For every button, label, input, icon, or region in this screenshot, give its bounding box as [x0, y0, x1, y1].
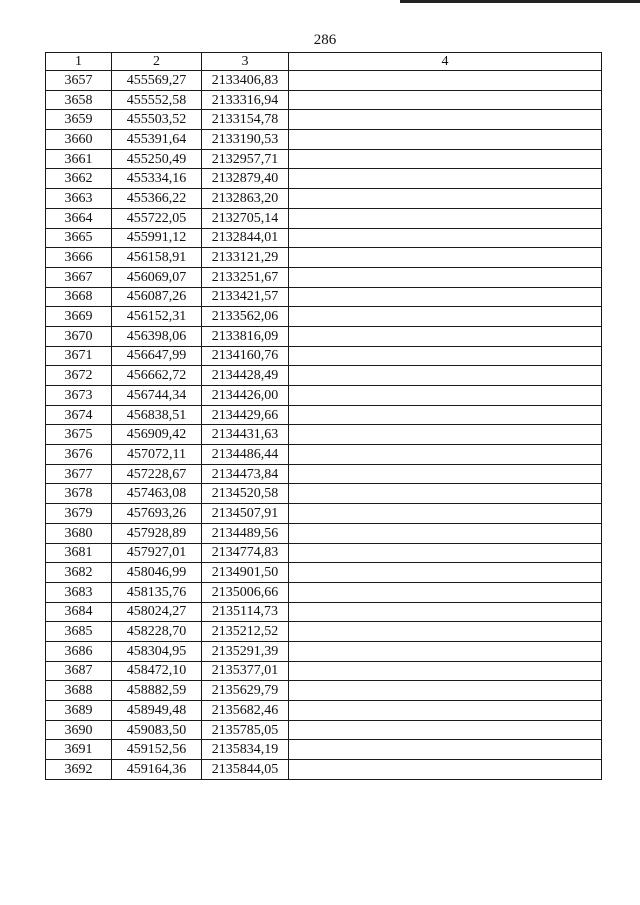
cell-y: 2133190,53 [202, 130, 289, 150]
cell-notes [289, 425, 602, 445]
table-row [46, 523, 602, 543]
cell-x: 456152,31 [112, 307, 202, 327]
cell-x: 455991,12 [112, 228, 202, 248]
table-row [46, 71, 602, 91]
cell-notes [289, 464, 602, 484]
table-row [46, 189, 602, 209]
coordinates-table [45, 52, 602, 780]
cell-x: 455569,27 [112, 71, 202, 91]
cell-notes [289, 641, 602, 661]
cell-point-number: 3691 [46, 740, 112, 760]
cell-y: 2133562,06 [202, 307, 289, 327]
cell-point-number: 3667 [46, 267, 112, 287]
header-cell-point-number: 1 [46, 53, 112, 71]
table-row [46, 641, 602, 661]
cell-x: 458024,27 [112, 602, 202, 622]
cell-y: 2134473,84 [202, 464, 289, 484]
table-row [46, 563, 602, 583]
cell-notes [289, 681, 602, 701]
cell-y: 2132844,01 [202, 228, 289, 248]
cell-y: 2133251,67 [202, 267, 289, 287]
table-row [46, 720, 602, 740]
cell-notes [289, 523, 602, 543]
cell-y: 2132705,14 [202, 208, 289, 228]
cell-point-number: 3686 [46, 641, 112, 661]
cell-notes [289, 720, 602, 740]
cell-y: 2134520,58 [202, 484, 289, 504]
cell-x: 457928,89 [112, 523, 202, 543]
cell-y: 2135114,73 [202, 602, 289, 622]
cell-point-number: 3669 [46, 307, 112, 327]
cell-notes [289, 169, 602, 189]
cell-notes [289, 149, 602, 169]
table-row [46, 445, 602, 465]
cell-point-number: 3663 [46, 189, 112, 209]
cell-y: 2135834,19 [202, 740, 289, 760]
cell-notes [289, 287, 602, 307]
cell-x: 457927,01 [112, 543, 202, 563]
table-row [46, 110, 602, 130]
cell-y: 2135377,01 [202, 661, 289, 681]
cell-x: 458228,70 [112, 622, 202, 642]
cell-y: 2134429,66 [202, 405, 289, 425]
cell-y: 2132957,71 [202, 149, 289, 169]
cell-notes [289, 543, 602, 563]
cell-y: 2134428,49 [202, 366, 289, 386]
cell-notes [289, 90, 602, 110]
cell-notes [289, 622, 602, 642]
cell-notes [289, 130, 602, 150]
cell-point-number: 3683 [46, 582, 112, 602]
cell-x: 458046,99 [112, 563, 202, 583]
cell-y: 2132863,20 [202, 189, 289, 209]
cell-x: 459083,50 [112, 720, 202, 740]
table-row [46, 366, 602, 386]
table-row [46, 267, 602, 287]
cell-y: 2133154,78 [202, 110, 289, 130]
table-row [46, 701, 602, 721]
cell-notes [289, 701, 602, 721]
cell-y: 2133421,57 [202, 287, 289, 307]
cell-y: 2135844,05 [202, 760, 289, 780]
header-cell-notes: 4 [289, 53, 602, 71]
cell-notes [289, 484, 602, 504]
cell-point-number: 3680 [46, 523, 112, 543]
cell-x: 458135,76 [112, 582, 202, 602]
header-cell-x: 2 [112, 53, 202, 71]
cell-point-number: 3685 [46, 622, 112, 642]
table-row [46, 681, 602, 701]
cell-y: 2134507,91 [202, 504, 289, 524]
header-cell-y: 3 [202, 53, 289, 71]
cell-point-number: 3659 [46, 110, 112, 130]
cell-y: 2133816,09 [202, 326, 289, 346]
table-row [46, 386, 602, 406]
table-row [46, 287, 602, 307]
cell-notes [289, 208, 602, 228]
cell-y: 2134426,00 [202, 386, 289, 406]
cell-point-number: 3678 [46, 484, 112, 504]
cell-x: 455250,49 [112, 149, 202, 169]
cell-y: 2135629,79 [202, 681, 289, 701]
table-body [46, 71, 602, 780]
cell-point-number: 3665 [46, 228, 112, 248]
cell-x: 458472,10 [112, 661, 202, 681]
cell-point-number: 3668 [46, 287, 112, 307]
table-row [46, 504, 602, 524]
top-edge-rule [400, 0, 640, 3]
cell-notes [289, 110, 602, 130]
cell-notes [289, 563, 602, 583]
cell-notes [289, 248, 602, 268]
cell-notes [289, 228, 602, 248]
cell-y: 2134774,83 [202, 543, 289, 563]
cell-y: 2135291,39 [202, 641, 289, 661]
cell-notes [289, 445, 602, 465]
cell-point-number: 3673 [46, 386, 112, 406]
table-row [46, 740, 602, 760]
cell-notes [289, 504, 602, 524]
cell-point-number: 3672 [46, 366, 112, 386]
cell-y: 2134486,44 [202, 445, 289, 465]
cell-point-number: 3681 [46, 543, 112, 563]
table-row [46, 169, 602, 189]
cell-x: 456087,26 [112, 287, 202, 307]
cell-x: 459164,36 [112, 760, 202, 780]
cell-point-number: 3679 [46, 504, 112, 524]
table-row [46, 582, 602, 602]
table-row [46, 307, 602, 327]
cell-y: 2133406,83 [202, 71, 289, 91]
cell-notes [289, 661, 602, 681]
cell-x: 456158,91 [112, 248, 202, 268]
cell-x: 456398,06 [112, 326, 202, 346]
table-row [46, 405, 602, 425]
cell-notes [289, 740, 602, 760]
cell-notes [289, 582, 602, 602]
table-row [46, 149, 602, 169]
cell-x: 456744,34 [112, 386, 202, 406]
cell-notes [289, 760, 602, 780]
cell-x: 457228,67 [112, 464, 202, 484]
cell-x: 455552,58 [112, 90, 202, 110]
table-row [46, 622, 602, 642]
cell-y: 2135006,66 [202, 582, 289, 602]
cell-notes [289, 307, 602, 327]
table-row [46, 208, 602, 228]
table-row [46, 90, 602, 110]
cell-x: 458882,59 [112, 681, 202, 701]
cell-x: 457072,11 [112, 445, 202, 465]
cell-notes [289, 602, 602, 622]
cell-notes [289, 405, 602, 425]
table-row [46, 484, 602, 504]
cell-y: 2132879,40 [202, 169, 289, 189]
cell-point-number: 3688 [46, 681, 112, 701]
cell-y: 2135682,46 [202, 701, 289, 721]
cell-x: 458304,95 [112, 641, 202, 661]
cell-x: 455722,05 [112, 208, 202, 228]
cell-y: 2134431,63 [202, 425, 289, 445]
cell-x: 456647,99 [112, 346, 202, 366]
table-row [46, 661, 602, 681]
cell-notes [289, 71, 602, 91]
cell-x: 456662,72 [112, 366, 202, 386]
cell-y: 2133121,29 [202, 248, 289, 268]
cell-point-number: 3675 [46, 425, 112, 445]
cell-notes [289, 267, 602, 287]
table-row [46, 543, 602, 563]
cell-y: 2134489,56 [202, 523, 289, 543]
cell-x: 455334,16 [112, 169, 202, 189]
cell-point-number: 3661 [46, 149, 112, 169]
cell-x: 456838,51 [112, 405, 202, 425]
cell-x: 457463,08 [112, 484, 202, 504]
cell-point-number: 3692 [46, 760, 112, 780]
cell-x: 455503,52 [112, 110, 202, 130]
cell-y: 2135212,52 [202, 622, 289, 642]
cell-notes [289, 346, 602, 366]
cell-point-number: 3670 [46, 326, 112, 346]
table-row [46, 248, 602, 268]
cell-point-number: 3658 [46, 90, 112, 110]
cell-point-number: 3687 [46, 661, 112, 681]
cell-point-number: 3664 [46, 208, 112, 228]
cell-point-number: 3674 [46, 405, 112, 425]
table-row [46, 464, 602, 484]
cell-x: 455391,64 [112, 130, 202, 150]
cell-point-number: 3657 [46, 71, 112, 91]
cell-x: 455366,22 [112, 189, 202, 209]
cell-x: 456069,07 [112, 267, 202, 287]
cell-point-number: 3677 [46, 464, 112, 484]
cell-x: 458949,48 [112, 701, 202, 721]
cell-x: 457693,26 [112, 504, 202, 524]
cell-point-number: 3690 [46, 720, 112, 740]
cell-notes [289, 189, 602, 209]
table-row [46, 130, 602, 150]
cell-notes [289, 386, 602, 406]
cell-x: 456909,42 [112, 425, 202, 445]
cell-point-number: 3676 [46, 445, 112, 465]
cell-point-number: 3660 [46, 130, 112, 150]
cell-notes [289, 366, 602, 386]
cell-point-number: 3689 [46, 701, 112, 721]
table-row [46, 228, 602, 248]
page-number: 286 [313, 32, 337, 48]
table-row [46, 760, 602, 780]
table-row [46, 326, 602, 346]
cell-point-number: 3682 [46, 563, 112, 583]
table-row [46, 346, 602, 366]
cell-y: 2133316,94 [202, 90, 289, 110]
header-row [46, 53, 602, 71]
cell-point-number: 3671 [46, 346, 112, 366]
cell-x: 459152,56 [112, 740, 202, 760]
cell-y: 2134160,76 [202, 346, 289, 366]
cell-point-number: 3662 [46, 169, 112, 189]
cell-y: 2135785,05 [202, 720, 289, 740]
table-row [46, 602, 602, 622]
cell-y: 2134901,50 [202, 563, 289, 583]
cell-point-number: 3666 [46, 248, 112, 268]
table-header [46, 53, 602, 71]
cell-notes [289, 326, 602, 346]
table-row [46, 425, 602, 445]
cell-point-number: 3684 [46, 602, 112, 622]
